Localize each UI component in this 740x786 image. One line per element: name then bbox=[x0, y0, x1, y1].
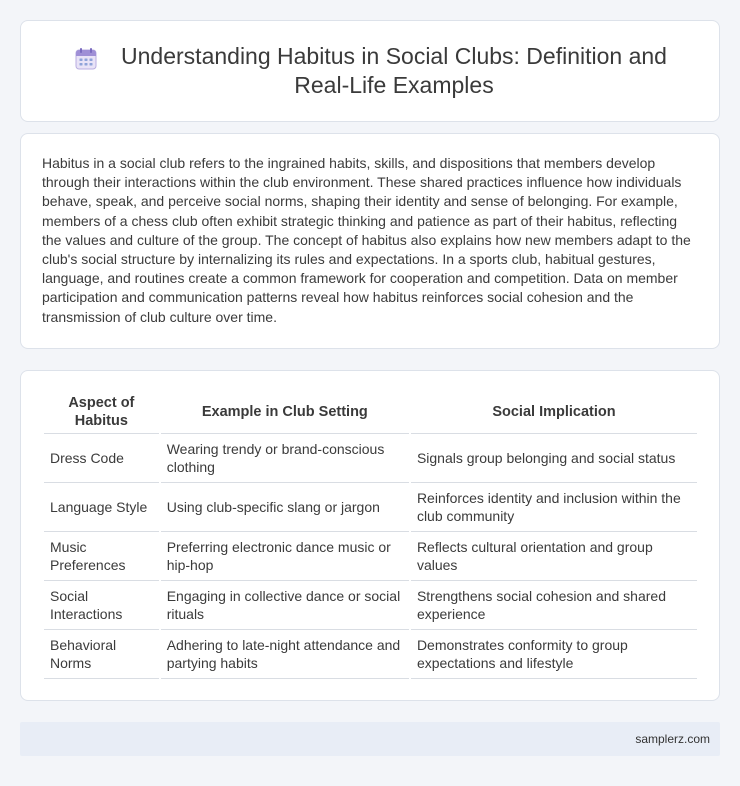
table-row bbox=[44, 483, 697, 532]
table-cell-example: Using club-specific slang or jargon bbox=[161, 483, 409, 532]
table-row bbox=[44, 630, 697, 679]
intro-paragraph: Habitus in a social club refers to the ingrained habits, skills, and dispositions that members develop through their interactions within the club environment. These shared practices influence how individuals behave, speak, and perceive social norms, shaping their identity and sense of belonging. For example, members of a chess club often exhibit strategic thinking and patience as part of their habitus, reflecting the values and culture of the group. The concept of habitus also explains how new members adapt to the club's social structure by internalizing its rules and expectations. In a sports club, habitual gestures, language, and routines create a common framework for cooperation and competition. Data on member participation and communication patterns reveal how habitus reinforces social cohesion and the transmission of club culture over time. bbox=[42, 155, 691, 325]
table-cell-example: Adhering to late-night attendance and partying habits bbox=[161, 630, 409, 679]
page-title bbox=[121, 42, 667, 100]
table-cell-implication: Demonstrates conformity to group expectations and lifestyle bbox=[411, 630, 697, 679]
column-header-example: Example in Club Setting bbox=[161, 391, 409, 434]
column-header-aspect: Aspect of Habitus bbox=[44, 391, 159, 434]
footer-site-link[interactable]: samplerz.com bbox=[635, 732, 710, 746]
column-header-implication: Social Implication bbox=[411, 391, 697, 434]
table-card bbox=[20, 370, 720, 701]
table-row bbox=[44, 532, 697, 581]
table-row bbox=[44, 581, 697, 630]
table-cell-aspect: Dress Code bbox=[44, 434, 159, 483]
intro-card bbox=[20, 133, 720, 349]
table-cell-example: Wearing trendy or brand-conscious clothing bbox=[161, 434, 409, 483]
table-cell-implication: Signals group belonging and social status bbox=[411, 434, 697, 483]
page-title-line2: Real-Life Examples bbox=[294, 72, 494, 98]
table-cell-aspect: Social Interactions bbox=[44, 581, 159, 630]
table-cell-aspect: Music Preferences bbox=[44, 532, 159, 581]
table-cell-example: Engaging in collective dance or social rituals bbox=[161, 581, 409, 630]
header-card bbox=[20, 20, 720, 122]
table-cell-example: Preferring electronic dance music or hip-hop bbox=[161, 532, 409, 581]
table-cell-aspect: Behavioral Norms bbox=[44, 630, 159, 679]
table-row bbox=[44, 434, 697, 483]
table-header-row bbox=[44, 391, 697, 434]
page-title-line1: Understanding Habitus in Social Clubs: Definition and bbox=[121, 43, 667, 69]
table-cell-implication: Reinforces identity and inclusion within the club community bbox=[411, 483, 697, 532]
habitus-table bbox=[42, 391, 699, 679]
footer-bar bbox=[20, 722, 720, 756]
table-cell-implication: Reflects cultural orientation and group values bbox=[411, 532, 697, 581]
table-cell-aspect: Language Style bbox=[44, 483, 159, 532]
table-cell-implication: Strengthens social cohesion and shared experience bbox=[411, 581, 697, 630]
calendar-icon bbox=[73, 46, 99, 72]
